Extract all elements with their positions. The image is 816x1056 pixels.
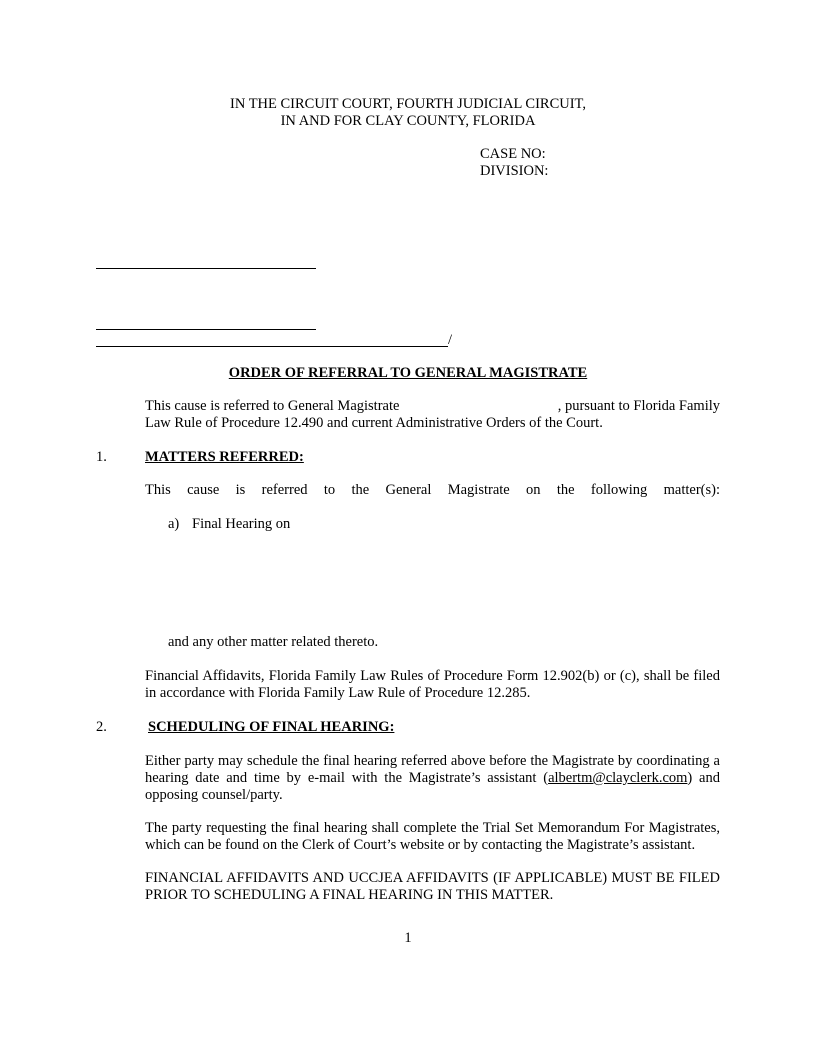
court-line-1: IN THE CIRCUIT COURT, FOURTH JUDICIAL CIRCUIT, — [230, 96, 586, 112]
section1-heading: MATTERS REFERRED: — [145, 449, 304, 465]
section1-number: 1. — [96, 449, 107, 465]
petitioner-blank-line — [96, 268, 316, 269]
case-no-label: CASE NO: — [480, 146, 546, 162]
section1-text: This cause is referred to the General Magistrate on the following matter(s): — [145, 482, 720, 498]
financial-affidavits-paragraph: Financial Affidavits, Florida Family Law Rules of Procedure Form 12.902(b) or (c), shall be filed in accordance with Florida Family Law Rule of Procedure 12.285. — [145, 668, 720, 701]
intro-text-part1: This cause is referred to General Magistrate — [145, 398, 400, 414]
page-number: 1 — [404, 930, 412, 946]
trial-memo-paragraph: The party requesting the final hearing shall complete the Trial Set Memorandum For Magistrates, which can be found on the Clerk of Court’s website or by contacting the Magistrate’s assistant. — [145, 820, 720, 853]
intro-text-line2: Law Rule of Procedure 12.490 and current Administrative Orders of the Court. — [145, 415, 603, 431]
court-header — [0, 96, 816, 130]
scheduling-text-pre: Either party may schedule the final hearing referred above before the Magistrate by coordinating a hearing date and time by e-mail with the Magistrate’s assistant ( — [145, 753, 720, 786]
affidavit-warning-paragraph: FINANCIAL AFFIDAVITS AND UCCJEA AFFIDAVITS (IF APPLICABLE) MUST BE FILED PRIOR TO SCHEDULING A FINAL HEARING IN THIS MATTER. — [145, 870, 720, 903]
item-a-text: Final Hearing on — [192, 516, 291, 532]
intro-text-part2: , pursuant to Florida Family — [557, 398, 720, 414]
scheduling-paragraph — [145, 753, 720, 804]
section2-heading: SCHEDULING OF FINAL HEARING: — [148, 719, 395, 735]
division-label: DIVISION: — [480, 163, 549, 179]
intro-paragraph — [145, 398, 720, 432]
related-matters-text: and any other matter related thereto. — [168, 634, 379, 650]
caption-slash: / — [448, 332, 453, 348]
respondent-blank-line — [96, 329, 316, 330]
case-info — [480, 146, 548, 180]
scheduling-text-post: ) and opposing counsel/party. — [145, 770, 720, 803]
assistant-email-link[interactable]: albertm@clayclerk.com — [548, 770, 688, 786]
court-line-2: IN AND FOR CLAY COUNTY, FLORIDA — [280, 113, 536, 129]
item-a-marker: a) — [168, 516, 180, 532]
caption-closing-line — [96, 346, 448, 347]
order-title: ORDER OF REFERRAL TO GENERAL MAGISTRATE — [228, 365, 588, 381]
section2-number: 2. — [96, 719, 107, 735]
